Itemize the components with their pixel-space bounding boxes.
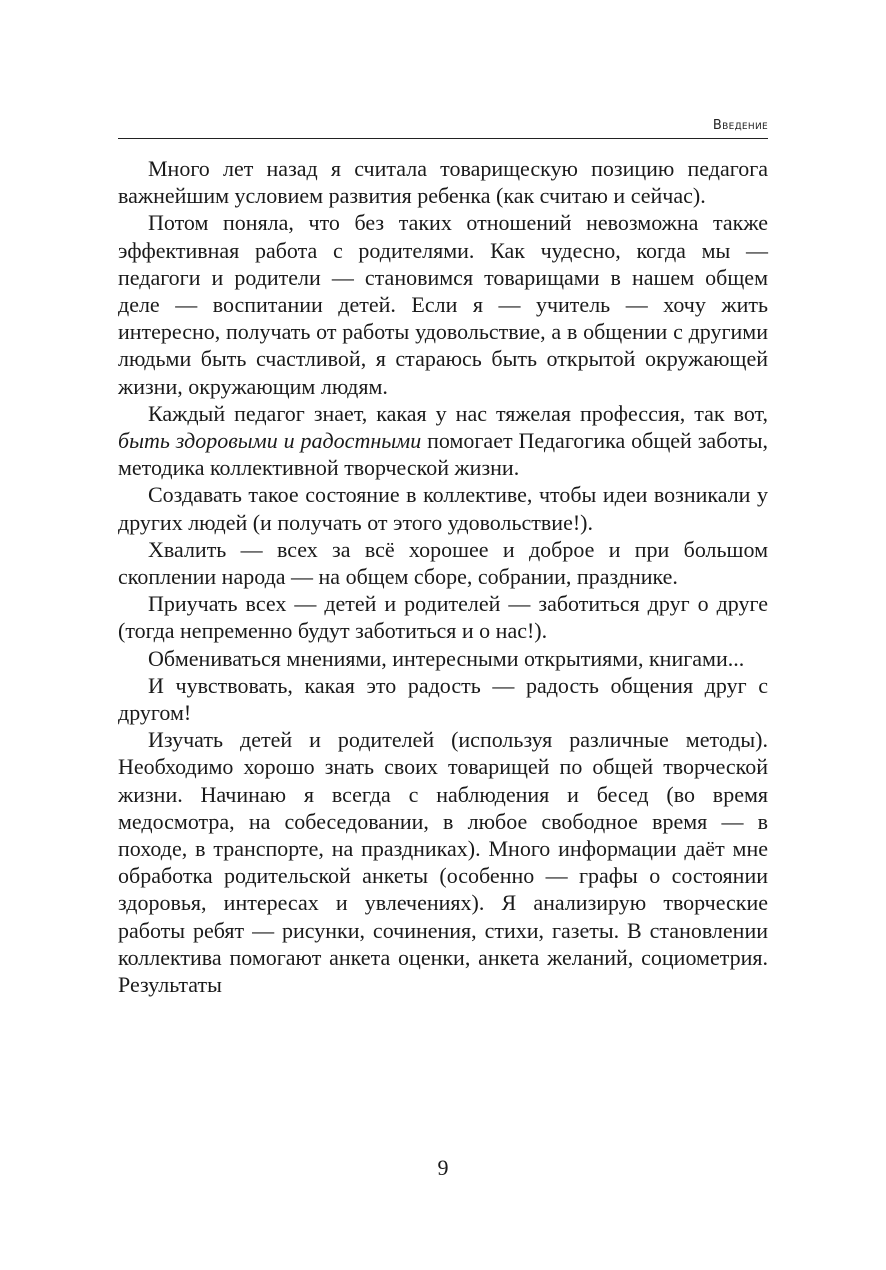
paragraph: Хвалить — всех за всё хорошее и доброе и при большом скоплении народа — на общем сборе, собрании, празднике. xyxy=(118,536,768,590)
paragraph: Создавать такое состояние в коллективе, чтобы идеи возникали у других людей (и получать от этого удовольствие!). xyxy=(118,482,768,535)
paragraph-text-before: Каждый педагог знает, какая у нас тяжелая профессия, так вот, xyxy=(148,400,768,426)
body-text xyxy=(118,155,768,998)
running-head xyxy=(118,118,768,139)
paragraph: И чувствовать, какая это радость — радость общения друг с другом! xyxy=(118,672,768,726)
paragraph: Потом поняла, что без таких отношений невозможна также эффективная работа с родителями. Как чудесно, когда мы — педагоги и родители — становимся товарищами в нашем общем деле — воспитании детей. Если я — учитель — хочу жить интересно, получать от работы удовольствие, а в общении с другими людьми быть счастливой, я стараюсь быть открытой окружающей жизни, окружающим людям. xyxy=(118,210,768,399)
page-number: 9 xyxy=(437,1155,449,1180)
paragraph: Приучать всех — детей и родителей — заботиться друг о друге (тогда непременно будут заботиться и о нас!). xyxy=(118,591,768,644)
paragraph-text-after: помогает Педагогика общей заботы, методика коллективной творческой жизни. xyxy=(118,428,768,481)
paragraph: Обмениваться мнениями, интересными открытиями, книгами... xyxy=(148,645,745,671)
paragraph-with-emphasis xyxy=(118,400,768,482)
section-title: Введение xyxy=(712,118,768,133)
paragraph: Изучать детей и родителей (используя различные методы). Необходимо хорошо знать своих товарищей по общей творческой жизни. Начинаю я всегда с наблюдения и бесед (во время медосмотра, на собеседовании, в любое свободное время — в походе, в транспорте, на праздниках). Много информации даёт мне обработка родительской анкеты (особенно — графы о состоянии здоровья, интересах и увлечениях). Я анализирую творческие работы ребят — рисунки, сочинения, стихи, газеты. В становлении коллектива помогают анкета оценки, анкета желаний, социометрия. Результаты xyxy=(118,727,768,998)
paragraph: Много лет назад я считала товарищескую позицию педагога важнейшим условием развития ребенка (как считаю и сейчас). xyxy=(118,156,768,209)
emphasis-text: быть здоровыми и радостными xyxy=(118,428,422,454)
